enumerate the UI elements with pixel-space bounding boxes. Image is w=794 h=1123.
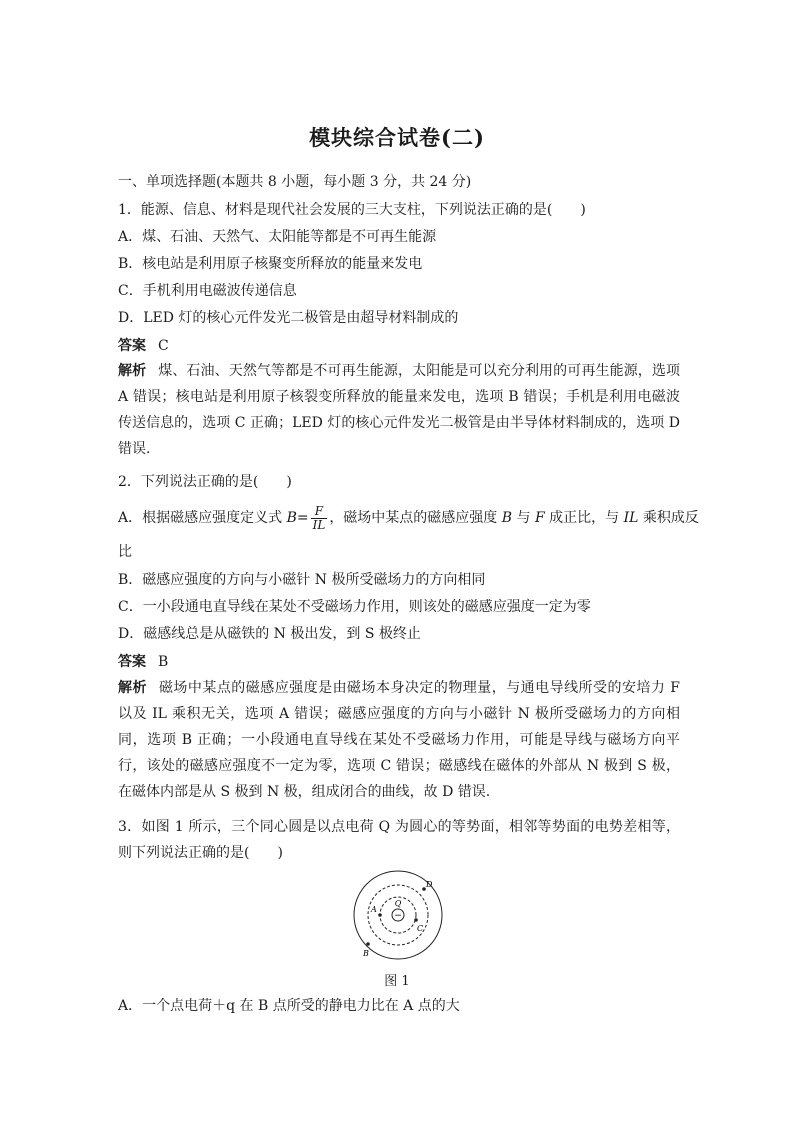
q2-a-equals: = <box>296 510 309 526</box>
fraction-denominator: IL <box>312 517 326 532</box>
figure-caption: 图 1 <box>384 974 410 989</box>
q2-analysis <box>118 675 680 805</box>
q2-a-fraction <box>311 505 328 532</box>
q1-option-b: B．核电站是利用原子核聚变所释放的能量来发电 <box>118 256 423 272</box>
section-heading: 一、单项选择题(本题共 8 小题，每小题 3 分，共 24 分) <box>118 174 472 190</box>
q2-a-text-4: 成正比，与 <box>544 510 624 526</box>
answer-label: 答案 <box>118 654 146 670</box>
answer-label: 答案 <box>118 338 146 354</box>
q3-stem: 3．如图 1 所示，三个同心圆是以点电荷 Q 为圆心的等势面，相邻等势面的电势差相等，则下列说法正确的是( ) <box>118 819 680 861</box>
q1-option-d: D．LED 灯的核心元件发光二极管是由超导材料制成的 <box>118 310 459 326</box>
q2-a-var-b2: B <box>501 510 513 526</box>
q2-a-text-5: 乘积成反 <box>638 510 699 526</box>
analysis-label: 解析 <box>118 680 147 696</box>
q1-stem: 1．能源、信息、材料是现代社会发展的三大支柱，下列说法正确的是( ) <box>118 202 586 218</box>
point-b-dot <box>366 942 370 946</box>
page-title: 模块综合试卷(二) <box>309 125 485 150</box>
q1-analysis <box>118 358 680 462</box>
q1-option-a: A．煤、石油、天然气、太阳能等都是不可再生能源 <box>118 229 437 245</box>
answer-value: C <box>158 338 169 354</box>
q2-a-text-2: ，磁场中某点的磁感应强度 <box>329 510 502 526</box>
q2-option-c: C．一小段通电直导线在某处不受磁场力作用，则该处的磁感应强度一定为零 <box>118 599 591 615</box>
q2-option-a <box>118 504 699 532</box>
q2-option-a-cont: 比 <box>118 544 132 560</box>
point-a-dot <box>378 913 382 917</box>
q2-a-var-f: F <box>534 510 545 526</box>
label-a: A <box>371 905 377 914</box>
label-q: Q <box>394 899 402 908</box>
label-c: C <box>417 924 424 933</box>
q3-option-a: A．一个点电荷＋q 在 B 点所受的静电力比在 A 点的大 <box>118 998 460 1014</box>
q2-stem: 2．下列说法正确的是( ) <box>118 474 292 490</box>
q1-option-c: C．手机利用电磁波传递信息 <box>118 283 297 299</box>
label-d: D <box>426 880 433 889</box>
label-b: B <box>363 949 369 958</box>
analysis-label: 解析 <box>118 363 147 379</box>
equipotential-figure <box>350 868 446 964</box>
fraction-numerator: F <box>311 505 328 519</box>
q2-a-var-b: B <box>286 510 297 526</box>
point-c-dot <box>414 918 418 922</box>
q2-a-var-il: IL <box>623 510 639 526</box>
q2-a-text-3: 与 <box>512 510 535 526</box>
answer-value: B <box>158 654 169 670</box>
q2-answer <box>118 652 168 672</box>
q2-option-b: B．磁感应强度的方向与小磁针 N 极所受磁场力的方向相同 <box>118 572 486 588</box>
q2-option-d: D．磁感线总是从磁铁的 N 极出发，到 S 极终止 <box>118 626 421 642</box>
q1-answer <box>118 336 169 356</box>
analysis-text: 煤、石油、天然气等都是不可再生能源，太阳能是可以充分利用的可再生能源，选项 A 错误；核电站是利用原子核裂变所释放的能量来发电，选项 B 错误；手机是利用电磁波传送信息的，选项 C 正确；LED 灯的核心元件发光二极管是由半导体材料制成的，选项 D 错误. <box>118 363 681 457</box>
charge-symbol: − <box>394 911 402 921</box>
analysis-text: 磁场中某点的磁感应强度是由磁场本身决定的物理量，与通电导线所受的安培力 F 以及 IL 乘积无关，选项 A 错误；磁感应强度的方向与小磁针 N 极所受磁场力的方向相同，选项 B 正确；一小段通电直导线在某处不受磁场力作用，可能是导线与磁场方向平行，该处的磁感应强度不一定为零，选项 C 错误；磁感线在磁体的外部从 N 极到 S 极，在磁体内部是从 S 极到 N 极，组成闭合的曲线，故 D 错误. <box>118 680 681 800</box>
q2-a-text: A．根据磁感应强度定义式 <box>118 510 287 526</box>
